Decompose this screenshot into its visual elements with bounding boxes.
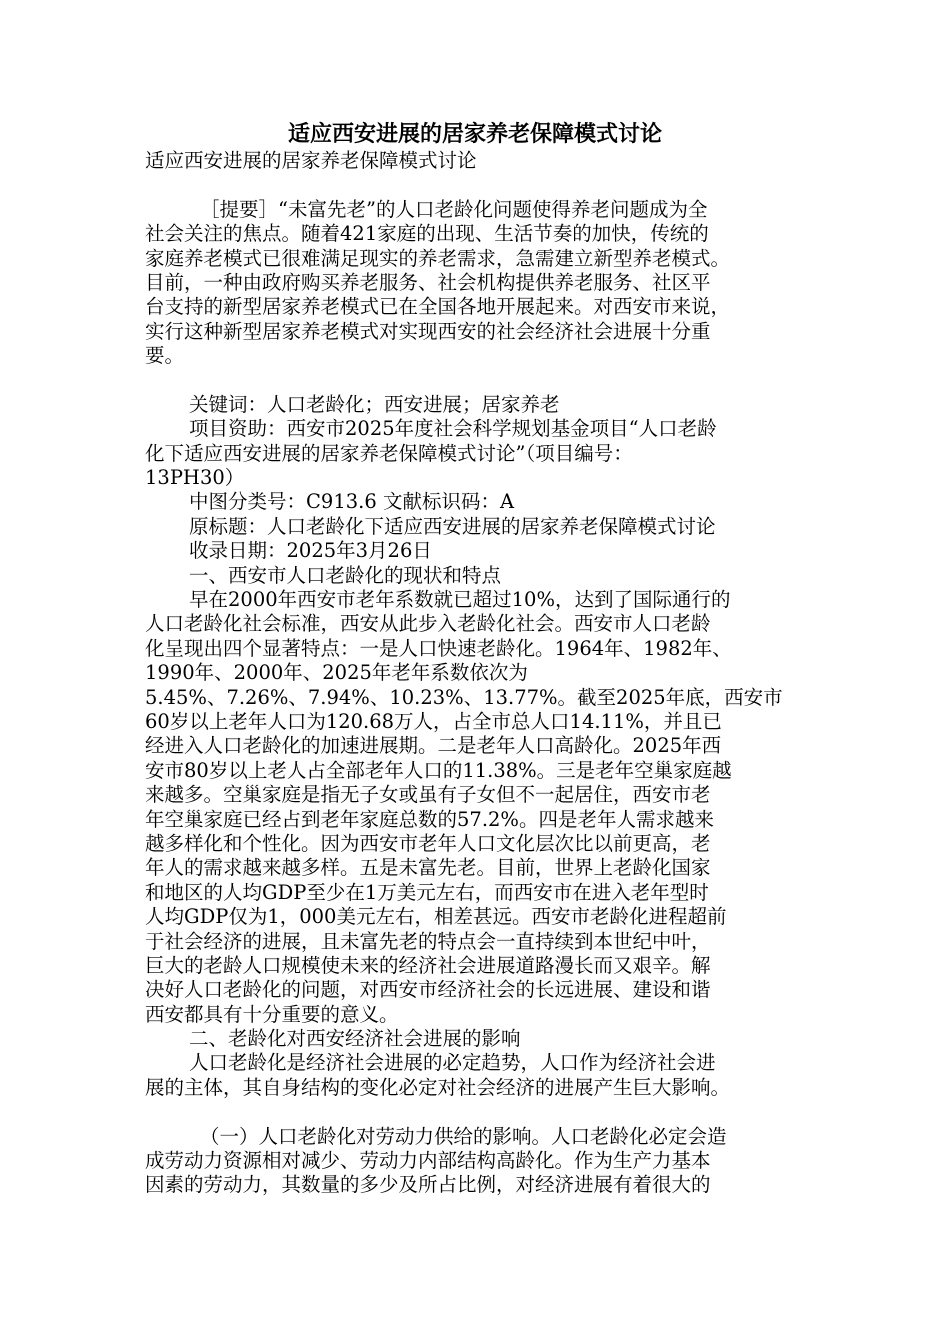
paragraph-line: 展的主体，其自身结构的变化必定对社会经济的进展产生巨大影响。 [145,1075,731,1099]
funding-line: 13PH30） [145,466,245,490]
paragraph-line: 5.45%、7.26%、7.94%、10.23%、13.77%。截至2025年底，西安市 [145,685,783,709]
document-subtitle: 适应西安进展的居家养老保障模式讨论 [145,149,477,172]
received-date-line: 收录日期：2025年3月26日 [189,539,432,563]
paragraph-line: 于社会经济的进展，且未富先老的特点会一直持续到本世纪中叶， [145,929,711,953]
blank-line [145,173,810,197]
paragraph-line: 西安都具有十分重要的意义。 [145,1002,399,1026]
classification-line: 中图分类号：C913.6 文献标识码：A [189,490,515,514]
paragraph-line: 经进入人口老龄化的加速进展期。二是老年人口高龄化。2025年西 [145,734,722,758]
paragraph-line: 人口老龄化是经济社会进展的必定趋势，人口作为经济社会进 [189,1051,716,1075]
abstract-line: 家庭养老模式已很难满足现实的养老需求，急需建立新型养老模式。 [145,246,731,270]
funding-paragraph [145,417,810,490]
paragraph-line: 60岁以上老年人口为120.68万人，占全市总人口14.11%，并且已 [145,709,722,733]
section1-paragraph [145,588,810,1027]
paragraph-line: 巨大的老龄人口规模使未来的经济社会进展道路漫长而又艰辛。解 [145,953,711,977]
original-title-line: 原标题：人口老龄化下适应西安进展的居家养老保障模式讨论 [189,514,716,538]
paragraph-line: 年人的需求越来越多样。五是未富先老。目前，世界上老龄化国家 [145,856,711,880]
abstract-line: 台支持的新型居家养老模式已在全国各地开展起来。对西安市来说， [145,295,731,319]
paragraph-line: 人均GDP仅为1，000美元左右，相差甚远。西安市老龄化进程超前 [145,905,727,929]
paragraph-line: 人口老龄化社会标准，西安从此步入老龄化社会。西安市人口老龄 [145,612,711,636]
funding-line: 项目资助：西安市2025年度社会科学规划基金项目“人口老龄 [189,417,717,441]
abstract-line: 实行这种新型居家养老模式对实现西安的社会经济社会进展十分重 [145,319,711,343]
abstract-paragraph [145,198,810,369]
abstract-line: 要。 [145,344,185,368]
paragraph-line: 化呈现出四个显著特点：一是人口快速老龄化。1964年、1982年、 [145,636,732,660]
paragraph-line: 安市80岁以上老人占全部老年人口的11.38%。三是老年空巢家庭越 [145,758,732,782]
paragraph-line: 成劳动力资源相对减少、劳动力内部结构高龄化。作为生产力基本 [145,1149,711,1173]
blank-line [145,1100,810,1124]
paragraph-line: 1990年、2000年、2025年老年系数依次为 [145,661,528,685]
paragraph-line: 早在2000年西安市老年系数就已超过10%，达到了国际通行的 [189,588,731,612]
paragraph-line: 决好人口老龄化的问题，对西安市经济社会的长远进展、建设和谐 [145,978,711,1002]
paragraph-line: 来越多。空巢家庭是指无子女或虽有子女但不一起居住，西安市老 [145,783,711,807]
paragraph-line: 越多样化和个性化。因为西安市老年人口文化层次比以前更高，老 [145,831,711,855]
section-heading: 二、老龄化对西安经济社会进展的影响 [189,1027,521,1051]
abstract-line: 目前，一种由政府购买养老服务、社会机构提供养老服务、社区平 [145,270,711,294]
subsection1-paragraph [145,1125,810,1198]
keywords-line: 关键词：人口老龄化；西安进展；居家养老 [189,392,560,416]
document-title: 适应西安进展的居家养老保障模式讨论 [287,122,662,147]
document-body [145,149,810,1198]
paragraph-line: 年空巢家庭已经占到老年家庭总数的57.2%。四是老年人需求越来 [145,807,714,831]
paragraph-line: 和地区的人均GDP至少在1万美元左右，而西安市在进入老年型时 [145,880,709,904]
abstract-line: ［提要］“未富先老”的人口老龄化问题使得养老问题成为全 [200,197,708,221]
paragraph-line: （一）人口老龄化对劳动力供给的影响。人口老龄化必定会造 [200,1124,727,1148]
funding-line: 化下适应西安进展的居家养老保障模式讨论”（项目编号： [145,441,633,465]
section2-paragraph [145,1051,810,1100]
abstract-line: 社会关注的焦点。随着421家庭的出现、生活节奏的加快，传统的 [145,222,709,246]
section-heading: 一、西安市人口老龄化的现状和特点 [189,563,502,587]
blank-line [145,369,810,393]
paragraph-line: 因素的劳动力，其数量的多少及所占比例，对经济进展有着很大的 [145,1173,711,1197]
